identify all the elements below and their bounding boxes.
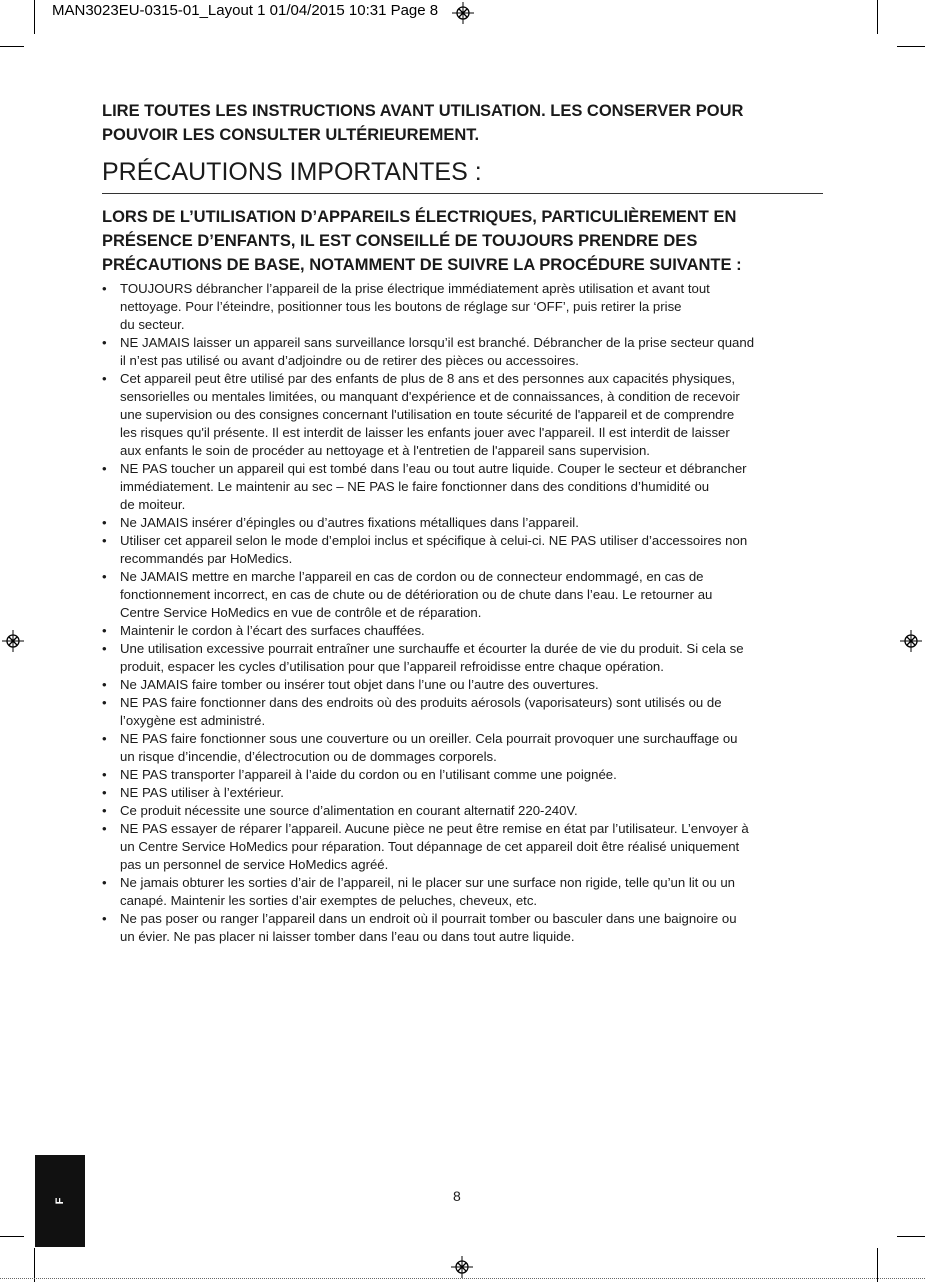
list-item: • NE JAMAIS laisser un appareil sans surveillance lorsqu’il est branché. Débrancher de la prise secteur quand il n’est pas utilisé ou avant d’adjoindre ou de retirer des pièces ou accessoires. [102,334,824,370]
list-item: • NE PAS toucher un appareil qui est tombé dans l’eau ou tout autre liquide. Couper le secteur et débrancher immédiatement. Le maintenir au sec – NE PAS le faire fonctionner dans des conditions d’humidité ou de moiteur. [102,460,824,514]
intro-heading: LIRE TOUTES LES INSTRUCTIONS AVANT UTILISATION. LES CONSERVER POUR POUVOIR LES CONSULTER ULTÉRIEUREMENT. [102,102,744,144]
crop-mark [0,46,24,47]
list-item: • NE PAS transporter l’appareil à l’aide du cordon ou en l’utilisant comme une poignée. [102,766,824,784]
list-item: • Ne jamais obturer les sorties d’air de l’appareil, ni le placer sur une surface non rigide, telle qu’un lit ou un canapé. Maintenir les sorties d’air exemptes de peluches, cheveux, etc. [102,874,824,910]
list-item: • NE PAS faire fonctionner sous une couverture ou un oreiller. Cela pourrait provoquer une surchauffage ou un risque d’incendie, d’électrocution ou de dommages corporels. [102,730,824,766]
list-item: • TOUJOURS débrancher l’appareil de la prise électrique immédiatement après utilisation et avant tout nettoyage. Pour l’éteindre, positionner tous les boutons de réglage sur ‘OFF’, puis retirer la prise du secteur. [102,280,824,334]
crop-mark [897,1236,925,1237]
registration-mark-icon [2,630,24,652]
subheading: LORS DE L’UTILISATION D’APPAREILS ÉLECTRIQUES, PARTICULIÈREMENT EN PRÉSENCE D’ENFANTS, IL EST CONSEILLÉ DE TOUJOURS PRENDRE DES PRÉCAUTIONS DE BASE, NOTAMMENT DE SUIVRE LA PROCÉDURE SUIVANTE : [102,208,742,274]
precautions-list [102,280,824,946]
language-tab-label: F [54,1197,66,1205]
print-slug: MAN3023EU-0315-01_Layout 1 01/04/2015 10:31 Page 8 [52,2,439,19]
registration-mark-icon [451,1256,473,1278]
registration-mark-icon [900,630,922,652]
list-item: • Maintenir le cordon à l’écart des surfaces chauffées. [102,622,824,640]
list-item: • Ne pas poser ou ranger l’appareil dans un endroit où il pourrait tomber ou basculer dans une baignoire ou un évier. Ne pas placer ni laisser tomber dans l’eau ou dans tout autre liquide. [102,910,824,946]
list-item: • Ne JAMAIS mettre en marche l’appareil en cas de cordon ou de connecteur endommagé, en cas de fonctionnement incorrect, en cas de chute ou de détérioration ou de chute dans l’eau. Le retourner au Centre Service HoMedics en vue de contrôle et de réparation. [102,568,824,622]
list-item: • Ce produit nécessite une source d’alimentation en courant alternatif 220-240V. [102,802,824,820]
registration-mark-icon [452,2,474,24]
title-divider [102,193,823,194]
list-item: • Ne JAMAIS insérer d’épingles ou d’autres fixations métalliques dans l’appareil. [102,514,824,532]
section-title: PRÉCAUTIONS IMPORTANTES : [102,158,482,186]
list-item: • Une utilisation excessive pourrait entraîner une surchauffe et écourter la durée de vie du produit. Si cela se produit, espacer les cycles d’utilisation pour que l’appareil refroidisse entre chaque opération. [102,640,824,676]
list-item: • Cet appareil peut être utilisé par des enfants de plus de 8 ans et des personnes aux capacités physiques, sensorielles ou mentales limitées, ou manquant d'expérience et de connaissances, à condition de recevoir une supervision ou des consignes concernant l'utilisation en toute sécurité de l'appareil et de comprendre les risques qu'il présente. Il est interdit de laisser les enfants jouer avec l'appareil. Il est interdit de laisser aux enfants le soin de procéder au nettoyage et à l'entretien de l'appareil sans supervision. [102,370,824,460]
crop-mark [0,1236,24,1237]
list-item: • NE PAS utiliser à l’extérieur. [102,784,824,802]
crop-mark [34,1248,35,1282]
trim-line [0,1278,925,1279]
crop-mark [877,1248,878,1282]
crop-mark [34,0,35,34]
page-number: 8 [453,1188,461,1204]
crop-mark [877,0,878,34]
list-item: • Utiliser cet appareil selon le mode d’emploi inclus et spécifique à celui-ci. NE PAS utiliser d’accessoires non recommandés par HoMedics. [102,532,824,568]
list-item: • NE PAS faire fonctionner dans des endroits où des produits aérosols (vaporisateurs) sont utilisés ou de l’oxygène est administré. [102,694,824,730]
crop-mark [897,46,925,47]
language-tab [35,1155,85,1247]
list-item: • Ne JAMAIS faire tomber ou insérer tout objet dans l’une ou l’autre des ouvertures. [102,676,824,694]
list-item: • NE PAS essayer de réparer l’appareil. Aucune pièce ne peut être remise en état par l’utilisateur. L’envoyer à un Centre Service HoMedics pour réparation. Tout dépannage de cet appareil doit être réalisé uniquement pas un personnel de service HoMedics agréé. [102,820,824,874]
